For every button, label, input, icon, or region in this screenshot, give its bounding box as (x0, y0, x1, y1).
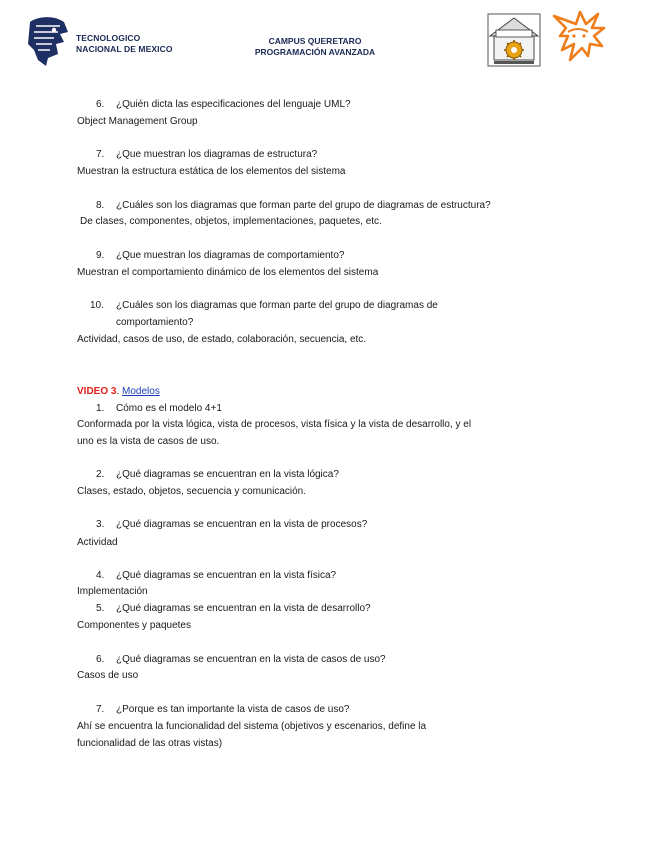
question-6: 6. ¿Quién dicta las especificaciones del lenguaje UML? (96, 99, 351, 110)
answer-6: Object Management Group (77, 116, 198, 127)
question-9: 9. ¿Que muestran los diagramas de comportamiento? (96, 250, 345, 261)
video-3-heading (77, 386, 160, 398)
v3-answer-5: Componentes y paquetes (77, 620, 191, 631)
question-8: 8. ¿Cuáles son los diagramas que forman parte del grupo de diagramas de estructura? (96, 200, 491, 211)
v3-answer-4: Implementación (77, 586, 148, 597)
answer-10: Actividad, casos de uso, de estado, colaboración, secuencia, etc. (77, 334, 367, 345)
v3-question-3: 3. ¿Qué diagramas se encuentran en la vista de procesos? (96, 519, 368, 530)
campus-title (210, 36, 420, 58)
campus-line-2: PROGRAMACIÓN AVANZADA (254, 47, 376, 57)
video-3-label: VIDEO 3 (77, 386, 117, 397)
video-3-separator: . (116, 386, 123, 397)
v3-answer-7-line-1: Ahí se encuentra la funcionalidad del sistema (objetivos y escenarios, define la (77, 721, 427, 732)
v3-question-7: 7. ¿Porque es tan importante la vista de casos de uso? (96, 704, 350, 715)
fox-mascot-logo-icon (546, 6, 610, 70)
answer-7: Muestran la estructura estática de los elementos del sistema (77, 166, 346, 177)
question-10-continued: comportamiento? (116, 317, 194, 328)
institution-name (76, 33, 173, 55)
v3-answer-6: Casos de uso (77, 670, 139, 681)
institution-line-2: NACIONAL DE MEXICO (76, 44, 173, 54)
answer-8: De clases, componentes, objetos, implementaciones, paquetes, etc. (80, 216, 382, 227)
v3-question-6: 6. ¿Qué diagramas se encuentran en la vista de casos de uso? (96, 654, 386, 665)
v3-answer-7-line-2: funcionalidad de las otras vistas) (77, 738, 223, 749)
v3-question-5: 5. ¿Qué diagramas se encuentran en la vista de desarrollo? (96, 603, 371, 614)
eagle-head-logo-icon (24, 14, 70, 66)
document-header (0, 0, 655, 80)
answer-9: Muestran el comportamiento dinámico de los elementos del sistema (77, 267, 379, 278)
v3-answer-1-line-2: uno es la vista de casos de uso. (77, 436, 220, 447)
v3-question-1: 1. Cómo es el modelo 4+1 (96, 403, 222, 414)
v3-question-4: 4. ¿Qué diagramas se encuentran en la vista física? (96, 570, 337, 581)
campus-line-1: CAMPUS QUERETARO (268, 36, 362, 46)
v3-question-2: 2. ¿Qué diagramas se encuentran en la vista lógica? (96, 469, 339, 480)
v3-answer-2: Clases, estado, objetos, secuencia y comunicación. (77, 486, 307, 497)
v3-answer-1-line-1: Conformada por la vista lógica, vista de procesos, vista física y la vista de desarrollo, y el (77, 419, 472, 430)
question-10: 10. ¿Cuáles son los diagramas que forman parte del grupo de diagramas de (90, 300, 438, 311)
v3-answer-3: Actividad (77, 537, 118, 548)
video-3-link[interactable]: Modelos (122, 386, 160, 397)
question-7: 7. ¿Que muestran los diagramas de estructura? (96, 149, 318, 160)
institution-line-1: TECNOLOGICO (76, 33, 141, 43)
building-gear-logo-icon (484, 8, 544, 70)
